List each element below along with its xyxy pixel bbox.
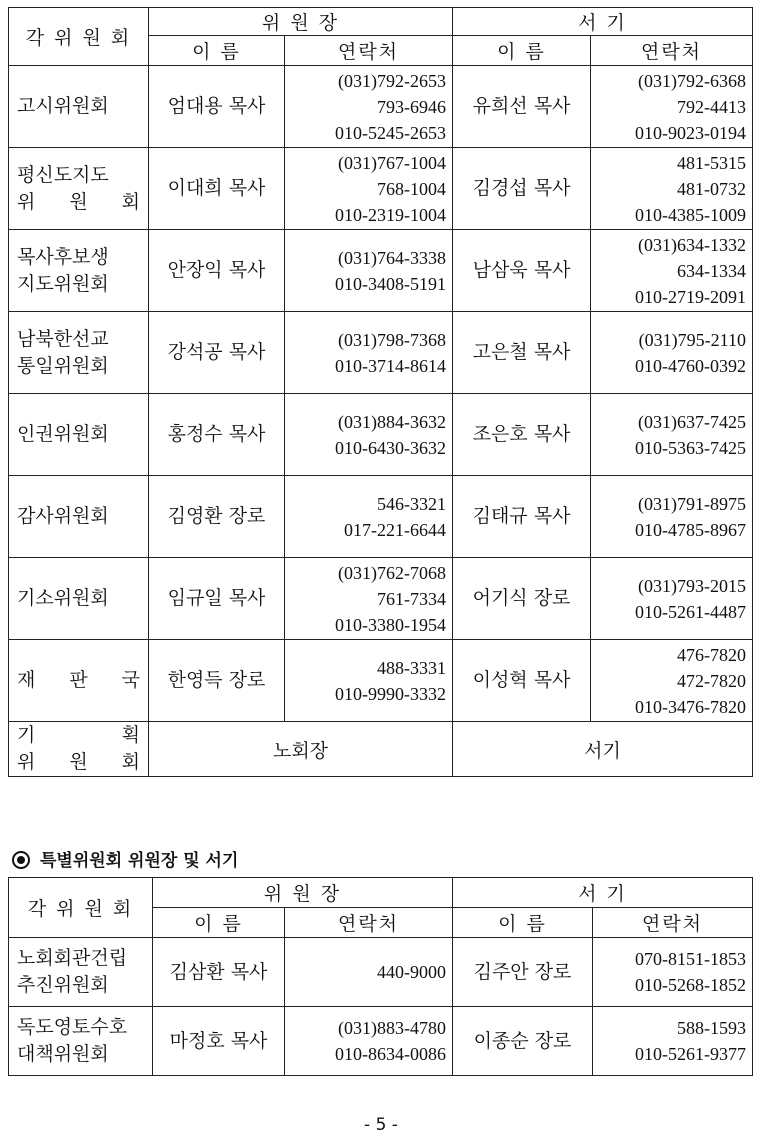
header-secretary-contact: 연락처 bbox=[593, 908, 753, 938]
committee-name: 독도영토수호 대책위원회 bbox=[9, 1007, 153, 1076]
committee-name: 목사후보생 지도위원회 bbox=[9, 230, 149, 312]
header-chair-name: 이 름 bbox=[153, 908, 285, 938]
bullet-icon bbox=[12, 851, 30, 869]
committee-name: 감사위원회 bbox=[9, 476, 149, 558]
chair-name: 엄대용 목사 bbox=[149, 66, 285, 148]
chair-name: 홍정수 목사 bbox=[149, 394, 285, 476]
secretary-name: 어기식 장로 bbox=[453, 558, 591, 640]
committee-name: 인권위원회 bbox=[9, 394, 149, 476]
committee-name: 재 판 국 bbox=[9, 640, 149, 722]
chair-name: 안장익 목사 bbox=[149, 230, 285, 312]
secretary-name: 고은철 목사 bbox=[453, 312, 591, 394]
secretary-name: 이종순 장로 bbox=[453, 1007, 593, 1076]
table-row bbox=[9, 722, 753, 777]
chair-name: 강석공 목사 bbox=[149, 312, 285, 394]
chair-contact: (031)883-4780 010-8634-0086 bbox=[285, 1007, 453, 1076]
header-chair: 위 원 장 bbox=[153, 878, 453, 908]
chair-name: 김삼환 목사 bbox=[153, 938, 285, 1007]
chair-name: 이대희 목사 bbox=[149, 148, 285, 230]
chair-contact: 440-9000 bbox=[285, 938, 453, 1007]
header-secretary-contact: 연락처 bbox=[591, 36, 753, 66]
secretary-contact: 588-1593 010-5261-9377 bbox=[593, 1007, 753, 1076]
secretary-merged: 서기 bbox=[453, 722, 753, 777]
table-row bbox=[9, 1007, 753, 1076]
page-number: - 5 - bbox=[364, 1115, 398, 1135]
secretary-name: 조은호 목사 bbox=[453, 394, 591, 476]
committee-name: 평신도지도 위 원 회 bbox=[9, 148, 149, 230]
chair-name: 한영득 장로 bbox=[149, 640, 285, 722]
special-committee-table bbox=[8, 877, 753, 1076]
secretary-name: 김주안 장로 bbox=[453, 938, 593, 1007]
secretary-contact: (031)637-7425 010-5363-7425 bbox=[591, 394, 753, 476]
secretary-contact: 481-5315 481-0732 010-4385-1009 bbox=[591, 148, 753, 230]
secretary-name: 김경섭 목사 bbox=[453, 148, 591, 230]
secretary-contact: 070-8151-1853 010-5268-1852 bbox=[593, 938, 753, 1007]
chair-merged: 노회장 bbox=[149, 722, 453, 777]
secretary-contact: (031)792-6368 792-4413 010-9023-0194 bbox=[591, 66, 753, 148]
header-committee: 각 위 원 회 bbox=[9, 878, 153, 938]
header-secretary-name: 이 름 bbox=[453, 36, 591, 66]
table-row bbox=[9, 66, 753, 148]
chair-contact: (031)792-2653 793-6946 010-5245-2653 bbox=[285, 66, 453, 148]
header-chair-contact: 연락처 bbox=[285, 908, 453, 938]
secretary-name: 남삼욱 목사 bbox=[453, 230, 591, 312]
chair-contact: (031)767-1004 768-1004 010-2319-1004 bbox=[285, 148, 453, 230]
chair-name: 마정호 목사 bbox=[153, 1007, 285, 1076]
committee-name: 남북한선교 통일위원회 bbox=[9, 312, 149, 394]
committee-name: 노회회관건립 추진위원회 bbox=[9, 938, 153, 1007]
table-row bbox=[9, 640, 753, 722]
secretary-contact: (031)793-2015 010-5261-4487 bbox=[591, 558, 753, 640]
committee-name: 기 획 위 원 회 bbox=[9, 722, 149, 777]
chair-name: 김영환 장로 bbox=[149, 476, 285, 558]
secretary-contact: 476-7820 472-7820 010-3476-7820 bbox=[591, 640, 753, 722]
section-title: 특별위원회 위원장 및 서기 bbox=[12, 846, 238, 871]
secretary-name: 김태규 목사 bbox=[453, 476, 591, 558]
chair-contact: (031)884-3632 010-6430-3632 bbox=[285, 394, 453, 476]
secretary-contact: (031)795-2110 010-4760-0392 bbox=[591, 312, 753, 394]
table-row bbox=[9, 558, 753, 640]
secretary-name: 유희선 목사 bbox=[453, 66, 591, 148]
table-row bbox=[9, 938, 753, 1007]
committee-name: 고시위원회 bbox=[9, 66, 149, 148]
chair-contact: 546-3321 017-221-6644 bbox=[285, 476, 453, 558]
secretary-contact: (031)791-8975 010-4785-8967 bbox=[591, 476, 753, 558]
table-row bbox=[9, 476, 753, 558]
table-row bbox=[9, 230, 753, 312]
header-secretary: 서 기 bbox=[453, 878, 753, 908]
chair-contact: (031)764-3338 010-3408-5191 bbox=[285, 230, 453, 312]
table-row bbox=[9, 148, 753, 230]
committee-table bbox=[8, 7, 753, 777]
chair-contact: (031)762-7068 761-7334 010-3380-1954 bbox=[285, 558, 453, 640]
header-secretary: 서 기 bbox=[453, 8, 753, 36]
header-chair-contact: 연락처 bbox=[285, 36, 453, 66]
table-row bbox=[9, 312, 753, 394]
committee-name: 기소위원회 bbox=[9, 558, 149, 640]
secretary-name: 이성혁 목사 bbox=[453, 640, 591, 722]
header-secretary-name: 이 름 bbox=[453, 908, 593, 938]
chair-contact: 488-3331 010-9990-3332 bbox=[285, 640, 453, 722]
header-committee: 각 위 원 회 bbox=[9, 8, 149, 66]
secretary-contact: (031)634-1332 634-1334 010-2719-2091 bbox=[591, 230, 753, 312]
header-chair-name: 이 름 bbox=[149, 36, 285, 66]
header-chair: 위 원 장 bbox=[149, 8, 453, 36]
chair-name: 임규일 목사 bbox=[149, 558, 285, 640]
chair-contact: (031)798-7368 010-3714-8614 bbox=[285, 312, 453, 394]
table-row bbox=[9, 394, 753, 476]
